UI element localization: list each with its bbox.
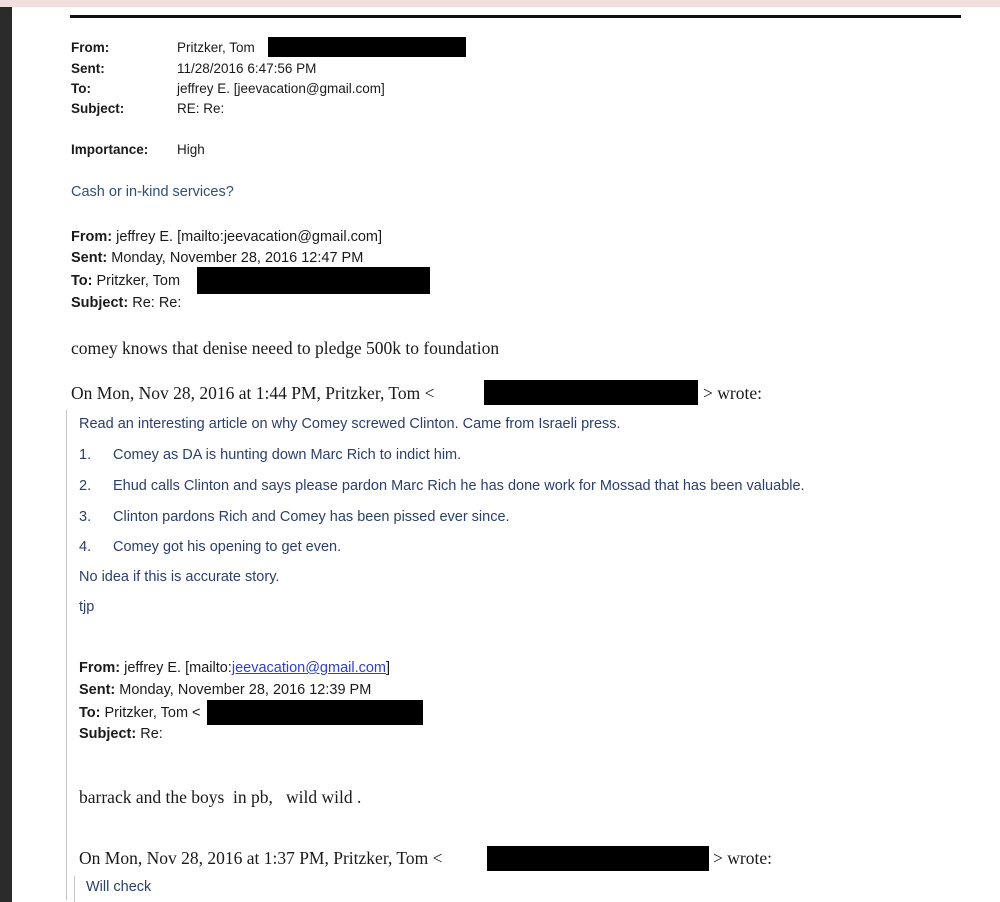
- wrote-line-2-suffix: > wrote:: [713, 848, 772, 868]
- importance-value: High: [177, 142, 205, 157]
- quoted1-subject-value: Re: Re:: [128, 295, 182, 311]
- list-item-num: 2.: [79, 478, 92, 494]
- quoted2-subject-label: Subject:: [79, 726, 137, 742]
- subject-label: Subject:: [71, 101, 125, 116]
- quote-bar: [66, 410, 67, 900]
- final-quote: Will check: [86, 879, 152, 895]
- quoted1-from: [71, 229, 382, 245]
- body-text-1: comey knows that denise neeed to pledge 500k to foundation: [71, 338, 500, 358]
- quoted1-to: [71, 273, 180, 289]
- quoted1-sent-label: Sent:: [71, 250, 108, 266]
- list-item-num: 3.: [79, 509, 92, 525]
- quoted2-to-label: To:: [79, 705, 101, 721]
- quoted2-to-value: Pritzker, Tom <: [100, 705, 201, 721]
- subject-value: RE: Re:: [177, 101, 225, 116]
- quoted2-from-prefix: jeffrey E. [mailto:: [120, 660, 232, 676]
- quoted2-from-label: From:: [79, 660, 121, 676]
- quote-bar: [74, 876, 75, 902]
- viewer-left-edge: [0, 7, 12, 902]
- redaction-block: [207, 700, 423, 725]
- from-value: Pritzker, Tom: [177, 40, 255, 55]
- quoted1-to-label: To:: [71, 273, 93, 289]
- list-item: Comey as DA is hunting down Marc Rich to indict him.: [113, 447, 462, 463]
- wrote-line-1-suffix: > wrote:: [703, 383, 762, 403]
- body-text-2: barrack and the boys in pb, wild wild .: [79, 787, 362, 807]
- sent-label: Sent:: [71, 61, 105, 76]
- sent-value: 11/28/2016 6:47:56 PM: [177, 61, 317, 76]
- quoted-closing: No idea if this is accurate story.: [79, 569, 280, 585]
- reply-line: Cash or in-kind services?: [71, 184, 234, 200]
- redaction-block: [484, 380, 698, 405]
- quoted1-from-label: From:: [71, 229, 113, 245]
- list-item: Ehud calls Clinton and says please pardon Marc Rich he has done work for Mossad that has been valuable.: [113, 478, 805, 494]
- quoted-intro: Read an interesting article on why Comey screwed Clinton. Came from Israeli press.: [79, 416, 621, 432]
- quoted1-to-value: Pritzker, Tom: [92, 273, 181, 289]
- quoted2-sent-label: Sent:: [79, 682, 116, 698]
- importance-label: Importance:: [71, 142, 149, 157]
- redaction-block: [268, 37, 466, 57]
- quoted2-subject-value: Re:: [136, 726, 163, 742]
- quoted2-subject: [79, 726, 163, 742]
- list-item-num: 4.: [79, 539, 92, 555]
- redaction-block: [487, 846, 709, 871]
- quoted2-sent: [79, 682, 371, 698]
- list-item: Clinton pardons Rich and Comey has been pissed ever since.: [113, 509, 510, 525]
- quoted1-from-value: jeffrey E. [mailto:jeevacation@gmail.com]: [112, 229, 383, 245]
- redaction-block: [197, 267, 430, 294]
- to-label: To:: [71, 81, 91, 96]
- top-band: [0, 0, 1000, 7]
- email-link[interactable]: jeevacation@gmail.com: [231, 660, 386, 676]
- wrote-line-1-prefix: On Mon, Nov 28, 2016 at 1:44 PM, Pritzker, Tom <: [71, 383, 435, 403]
- from-label: From:: [71, 40, 110, 55]
- wrote-line-2-prefix: On Mon, Nov 28, 2016 at 1:37 PM, Pritzker, Tom <: [79, 848, 443, 868]
- list-item: Comey got his opening to get even.: [113, 539, 342, 555]
- header-rule: [70, 15, 961, 18]
- quoted1-subject-label: Subject:: [71, 295, 129, 311]
- list-item-num: 1.: [79, 447, 92, 463]
- quoted-signature: tjp: [79, 599, 95, 615]
- quoted1-sent: [71, 250, 363, 266]
- quoted2-from: [79, 660, 390, 676]
- to-value: jeffrey E. [jeevacation@gmail.com]: [177, 81, 385, 96]
- quoted1-subject: [71, 295, 181, 311]
- quoted2-from-suffix: ]: [386, 660, 391, 676]
- quoted2-to: [79, 705, 201, 721]
- quoted2-sent-value: Monday, November 28, 2016 12:39 PM: [115, 682, 372, 698]
- quoted1-sent-value: Monday, November 28, 2016 12:47 PM: [107, 250, 364, 266]
